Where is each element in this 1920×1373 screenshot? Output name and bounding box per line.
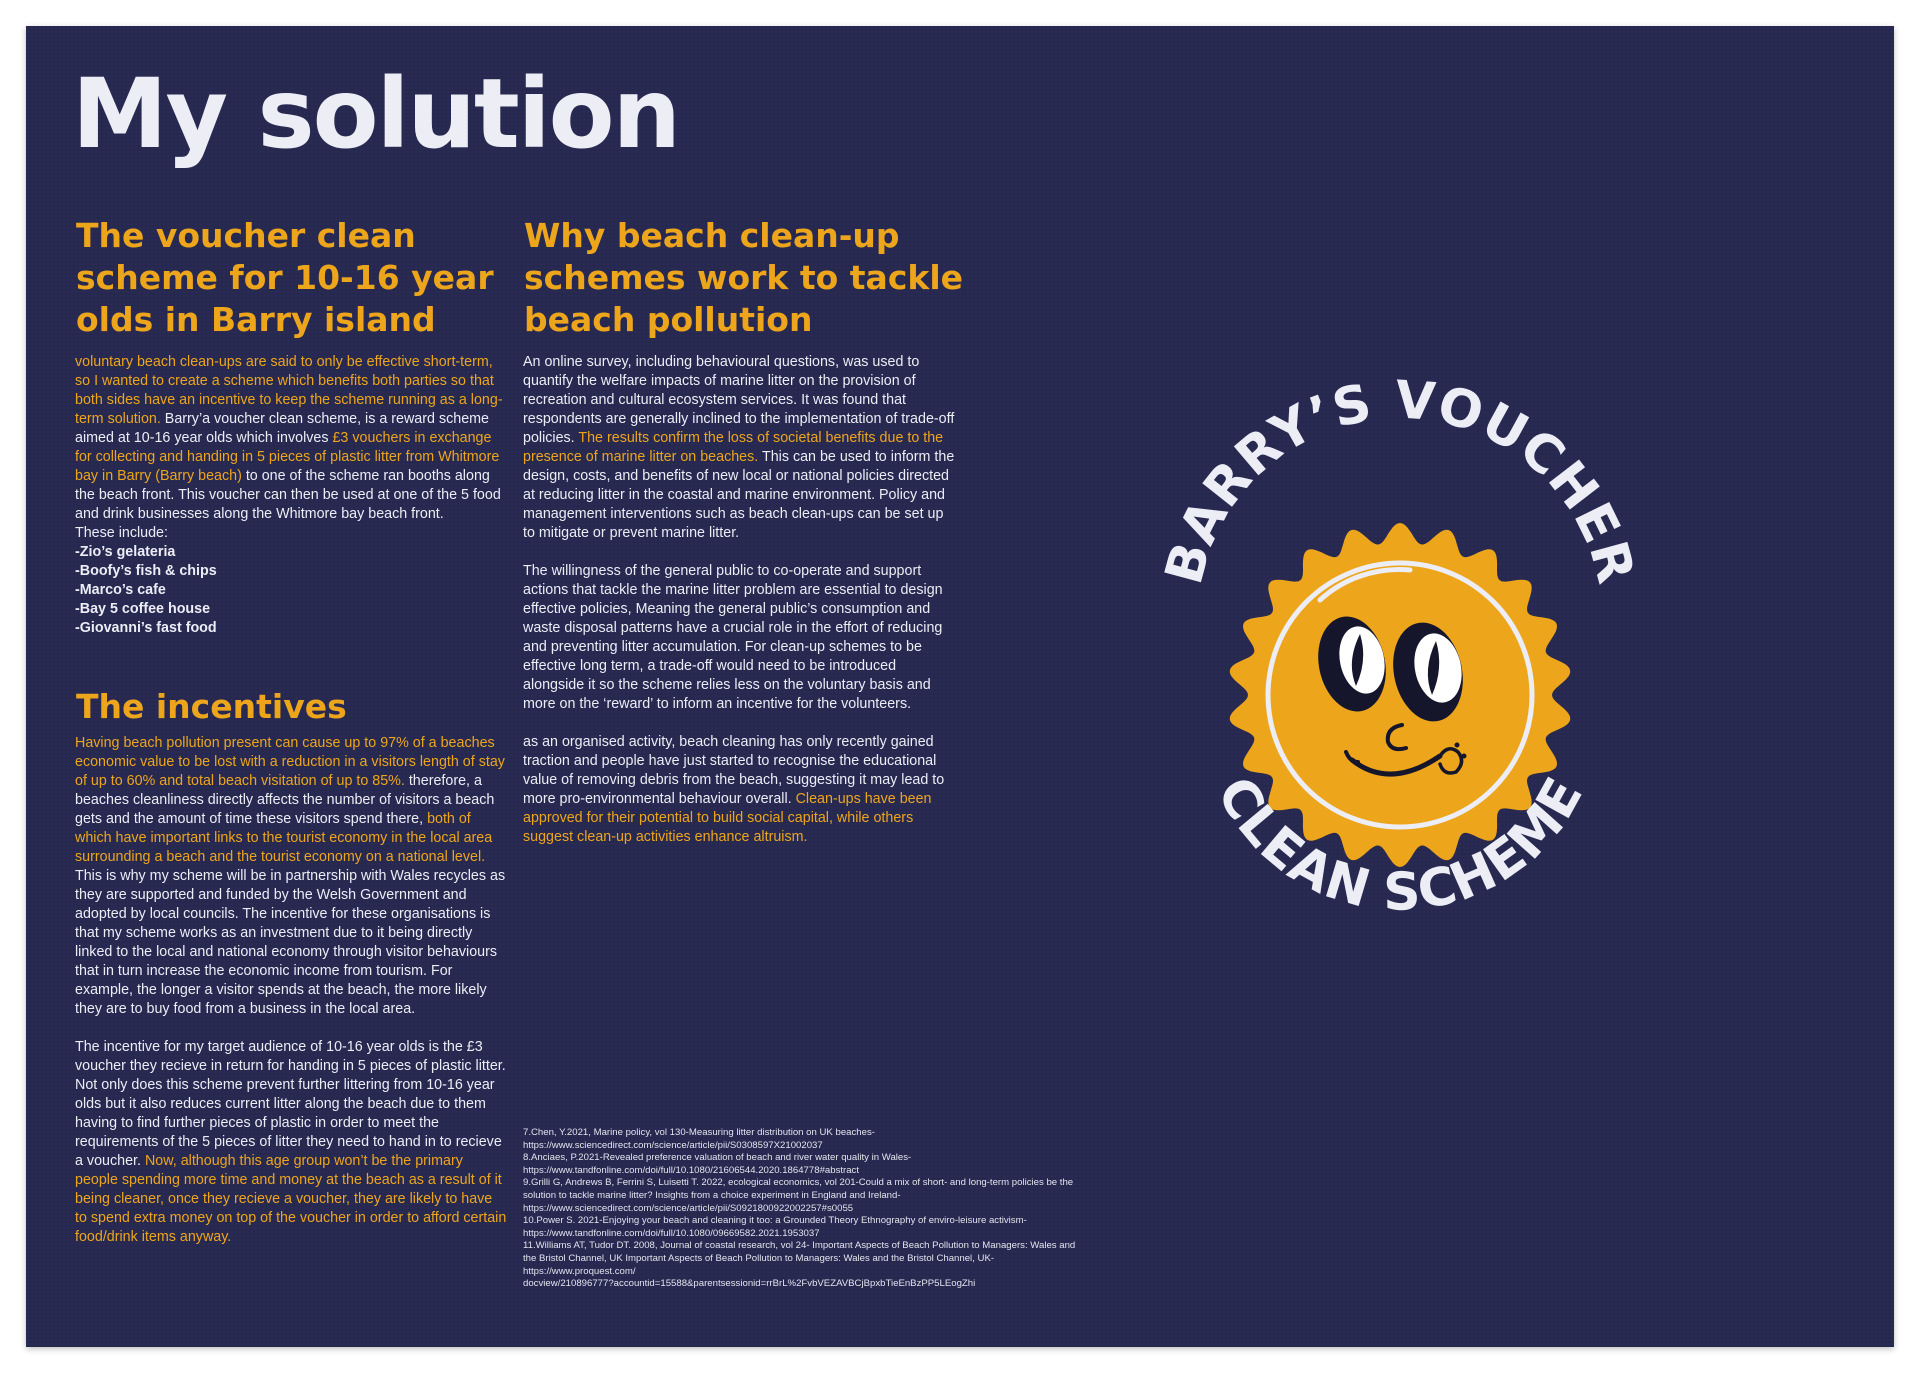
business-list-intro: These include: [75,525,168,541]
text-run: Having beach pollution present can cause up to 97% of a beaches economic value to be lost with a reduction in a visitors length of stay of up to 60% and total beach visitation of up to 85%. [75,735,505,789]
reference-line: https://www.tandfonline.com/doi/full/10.1080/21606544.2020.1864778#abstract [523,1164,860,1176]
text-run: both of which have important links to the tourist economy in the local area surrounding a beach and the tourist economy on a national level. [75,811,493,865]
incentives-heading: The incentives [76,687,347,726]
organised-activity-paragraph [523,733,959,847]
reference-line: the Bristol Channel, UK Important Aspects of Beach Pollution to Managers: Wales and the Bristol Channel, UK- [523,1252,995,1264]
target-audience-paragraph [75,1038,507,1247]
business-list [75,543,507,638]
scheme-logo [1110,300,1690,1020]
why-schemes-work-heading: Why beach clean-up schemes work to tackle beach pollution [524,216,964,339]
text-run: Clean-ups have been approved for their potential to build social capital, while others suggest clean-up activities enhance altruism. [523,791,932,845]
reference-line: docview/210896777?accountid=15588&parentsessionid=rrBrL%2FvbVEZAVBCjBpxbTieEnBzPP5LEogZhi [523,1278,976,1290]
reference-line: 11.Williams AT, Tudor DT. 2008, Journal of coastal research, vol 24- Important Aspects of Beach Pollution to Managers: Wales and [523,1240,1076,1252]
logo-bottom-text: CLEAN SCHEME [1204,767,1596,923]
voucher-scheme-heading: The voucher clean scheme for 10-16 year olds in Barry island [76,216,494,339]
list-item: -Zio’s gelateria [75,544,176,560]
text-run: This is why my scheme will be in partnership with Wales recycles as they are supported and funded by the Welsh Government and adopted by local councils. The incentive for these organisations is that my scheme works as an investment due to it being directly linked to the local and national economy through visitor behaviours that in turn increase the economic income from tourism. For example, the longer a visitor spends at the beach, the more likely they are to buy food from a business in the local area. [75,868,506,1017]
text-run: Now, although this age group won’t be the primary people spending more time and money at the beach as a result of it being cleaner, once they recieve a voucher, they are likely to have to spend extra money on top of the voucher in order to afford certain food/drink items anyway. [75,1153,507,1245]
survey-paragraph [523,353,959,543]
reference-line: 8.Anciaes, P.2021-Revealed preference valuation of beach and river water quality in Wales- [523,1152,912,1164]
reference-line: 9.Grilli G, Andrews B, Ferrini S, Luisetti T. 2022, ecological economics, vol 201-Could a mix of short- and long-term policies be the [523,1177,1074,1189]
logo-top-text: BARRY’S VOUCHER [1154,370,1646,591]
text-run: This can be used to inform the design, costs, and benefits of new local or national policies directed at reducing litter in the coastal and marine environment. Policy and management interventions such as beach clean-ups can be set up to mitigate or prevent marine litter. [523,449,955,541]
reference-line: https://www.sciencedirect.com/science/article/pii/S0921800922002257#s0055 [523,1202,854,1214]
text-run: voluntary beach clean-ups are said to only be effective short-term, so I wanted to create a scheme which benefits both parties so that both sides have an incentive to keep the scheme running as a long-term solution. [75,354,503,427]
reference-line: 7.Chen, Y.2021, Marine policy, vol 130-Measuring litter distribution on UK beaches- [523,1127,875,1138]
voucher-scheme-text [75,353,507,638]
references-list [523,1127,1173,1291]
page-title: My solution [72,58,679,170]
text-run: Barry’a voucher clean scheme, is a reward scheme aimed at 10-16 year olds which involves [75,411,490,446]
why-schemes-work-text [523,353,959,847]
list-item: -Bay 5 coffee house [75,601,211,617]
text-run: therefore, a beaches cleanliness directly affects the number of visitors a beach gets and the amount of time these visitors spend there, [75,773,495,827]
text-run: The incentive for my target audience of 10-16 year olds is the £3 voucher they recieve in return for handing in 5 pieces of plastic litter. Not only does this scheme prevent further littering from 10-16 year olds but it also reduces current litter along the beach due to them having to find further pieces of plastic in order to meet the requirements of the 5 pieces of litter they need to hand in to recieve a voucher. [75,1039,506,1169]
text-run: An online survey, including behavioural questions, was used to quantify the welfare impacts of marine litter on the provision of recreation and cultural ecosystem services. It was found that respondents are generally inclined to the implementation of trade-off policies. [523,354,955,446]
reference-line: https://www.sciencedirect.com/science/article/pii/S0308597X21002037 [523,1139,823,1151]
reference-line: solution to tackle marine litter? Insights from a choice experiment in England and Ireland- [523,1189,901,1201]
reference-line: 10.Power S. 2021-Enjoying your beach and cleaning it too: a Grounded Theory Ethnography of enviro-leisure activism- [523,1215,1027,1227]
reference-line: https://www.tandfonline.com/doi/full/10.1080/09669582.2021.1953037 [523,1227,820,1239]
list-item: -Marco’s cafe [75,582,166,598]
text-run: to one of the scheme ran booths along the beach front. This voucher can then be used at one of the 5 food and drink businesses along the Whitmore bay beach front. [75,468,501,522]
list-item: -Boofy’s fish & chips [75,563,217,579]
incentives-paragraph [75,734,507,1019]
text-run: £3 vouchers in exchange for collecting and handing in 5 pieces of plastic litter from Whitmore bay in Barry (Barry beach) [75,430,500,484]
text-run: The willingness of the general public to co-operate and support actions that tackle the marine litter problem are essential to design effective policies, Meaning the general public’s consumption and waste disposal patterns have a crucial role in the effort of reducing and preventing litter accumulation. For clean-up schemes to be effective long term, a trade-off would need to be introduced alongside it so the scheme relies less on the voluntary basis and more on the ‘reward’ to inform an incentive for the volunteers. [523,563,943,712]
reference-line: https://www.proquest.com/ [523,1265,636,1277]
incentives-text [75,734,507,1247]
voucher-scheme-paragraph [75,353,507,524]
list-item: -Giovanni’s fast food [75,620,217,636]
text-run: The results confirm the loss of societal benefits due to the presence of marine litter on beaches. [523,430,944,465]
public-willingness-paragraph [523,562,959,714]
text-run: as an organised activity, beach cleaning has only recently gained traction and people have just started to recognise the educational value of removing debris from the beach, suggesting it may lead to more pro-environmental behaviour overall. [523,734,945,807]
